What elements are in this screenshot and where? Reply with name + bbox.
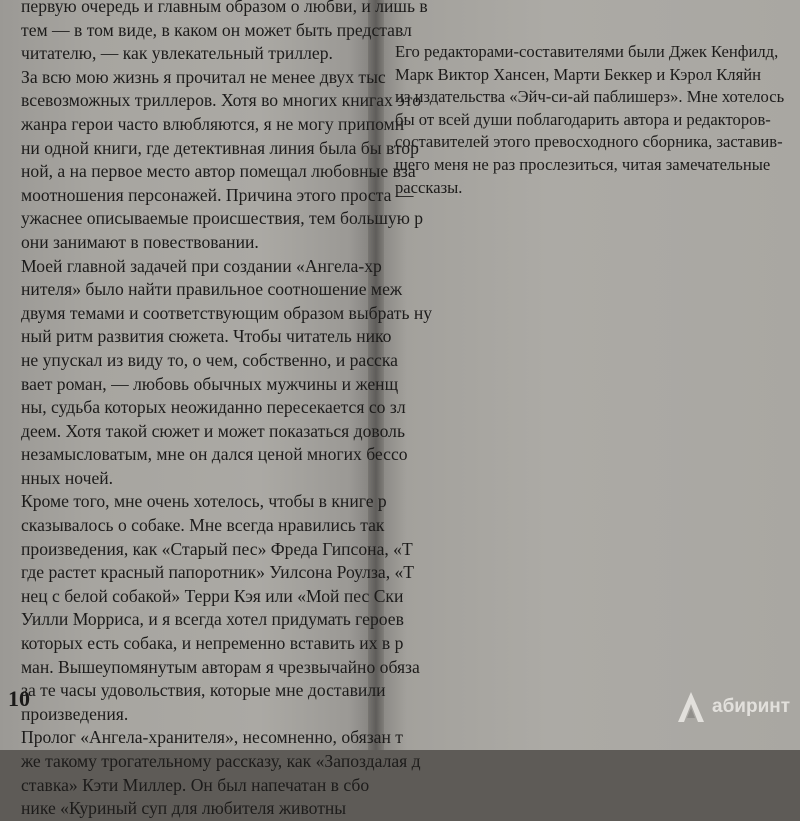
text-line: нец с белой собакой» Терри Кэя или «Мой пес Ски — [21, 585, 404, 606]
page-number: 10 — [8, 686, 30, 711]
text-line: моотношения персонажей. Причина этого проста — — [21, 184, 414, 205]
text-line: всевозможных триллеров. Хотя во многих книгах это — [21, 90, 422, 111]
text-line: ный ритм развития сюжета. Чтобы читатель нико — [21, 326, 392, 347]
text-line: ны, судьба которых неожиданно пересекается со зл — [21, 397, 406, 418]
text-line: которых есть собака, и непременно вставить их в р — [21, 633, 404, 654]
text-line: же такому трогательному рассказу, как «Запоздалая д — [21, 751, 421, 771]
text-line: за те часы удовольствия, которые мне доставили — [21, 680, 386, 701]
watermark — [676, 690, 790, 724]
text-line: нике «Куриный суп для любителя животны — [21, 798, 347, 819]
text-line: деем. Хотя такой сюжет и может показаться доволь — [21, 420, 405, 441]
text-line: читателю, — как увлекательный триллер. — [21, 43, 333, 64]
text-line: Марк Виктор Хансен, Марти Беккер и Кэрол Кляйн — [395, 64, 761, 84]
text-line: незамысловатым, мне он дался ценой многих бессо — [21, 444, 408, 465]
text-line: тем — в том виде, в каком он может быть представл — [21, 19, 412, 40]
text-line: Пролог «Ангела-хранителя», несомненно, обязан т — [21, 727, 403, 748]
labirint-logo-icon — [676, 690, 706, 724]
right-page-text — [395, 41, 784, 199]
text-line: Моей главной задачей при создании «Ангела-хр — [21, 255, 382, 276]
text-line: двумя темами и соответствующим образом выбрать ну — [21, 302, 433, 323]
text-line: ман. Вышеупомянутым авторам я чрезвычайно обяза — [21, 656, 420, 677]
text-line: первую очередь и главным образом о любви, и лишь в — [21, 0, 428, 16]
text-line: составителей этого превосходного сборника, заставив- — [395, 132, 783, 152]
text-line: они занимают в повествовании. — [21, 231, 259, 252]
text-line: не упускал из виду то, о чем, собственно, и расска — [21, 349, 398, 370]
text-line: шего меня не раз прослезиться, читая замечательные — [395, 154, 771, 174]
text-line: рассказы. — [395, 177, 463, 197]
text-line: произведения, как «Старый пес» Фреда Гипсона, «Т — [21, 538, 413, 559]
text-line: вает роман, — любовь обычных мужчины и женщ — [21, 373, 399, 394]
text-line: Уилли Морриса, и я всегда хотел придумать героев — [21, 609, 404, 630]
left-page-text — [21, 0, 432, 821]
text-line: ни одной книги, где детективная линия была бы втор — [21, 137, 419, 158]
text-line: произведения. — [21, 703, 129, 724]
text-line: сказывалось о собаке. Мне всегда нравились так — [21, 515, 385, 536]
text-line: ставка» Кэти Миллер. Он был напечатан в сбо — [21, 774, 370, 795]
text-line: жанра герои часто влюбляются, я не могу припомн — [21, 113, 405, 134]
text-line: из издательства «Эйч-си-ай паблишерз». Мне хотелось — [395, 87, 785, 107]
text-line: нных ночей. — [21, 467, 114, 488]
text-line: Кроме того, мне очень хотелось, чтобы в книге р — [21, 491, 387, 512]
text-line: нителя» было найти правильное соотношение меж — [21, 279, 403, 300]
text-line: Его редакторами-составителями были Джек Кенфилд, — [395, 42, 779, 61]
text-line: бы от всей души поблагодарить автора и редакторов- — [395, 109, 771, 129]
watermark-text: абиринт — [712, 696, 791, 717]
text-line: ужаснее описываемые происшествия, тем большую р — [21, 208, 424, 229]
text-line: ной, а на первое место автор помещал любовные вза — [21, 161, 416, 182]
text-line: где растет красный папоротник» Уилсона Роулза, «Т — [21, 562, 415, 583]
text-line: За всю мою жизнь я прочитал не менее двух тыс — [21, 66, 386, 87]
